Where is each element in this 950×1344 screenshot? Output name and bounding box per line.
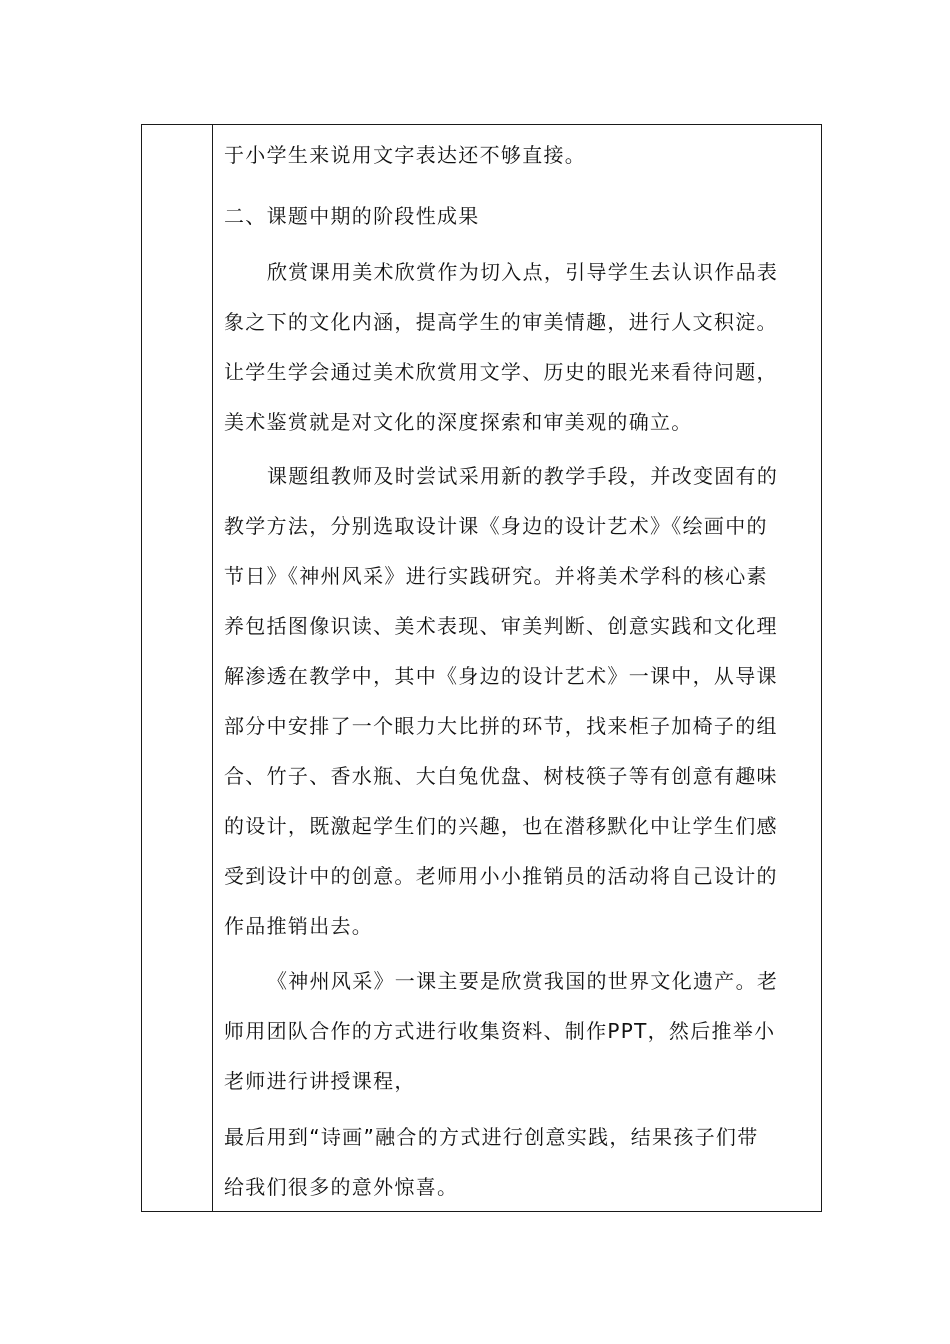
paragraph-line: 教学方法，分别选取设计课《身边的设计艺术》《绘画中的: [224, 514, 768, 538]
paragraph-line: 部分中安排了一个眼力大比拼的环节，找来柜子加椅子的组: [224, 714, 778, 738]
paragraph-line: 给我们很多的意外惊喜。: [224, 1175, 459, 1199]
document-table: [141, 124, 822, 1212]
paragraph-line: 师用团队合作的方式进行收集资料、制作PPT，然后推举小: [224, 1019, 776, 1043]
paragraph-line: 养包括图像识读、美术表现、审美判断、创意实践和文化理: [224, 614, 778, 638]
paragraph-line: 让学生学会通过美术欣赏用文学、历史的眼光来看待问题，: [224, 360, 778, 384]
paragraph-line: 最后用到“诗画”融合的方式进行创意实践，结果孩子们带: [224, 1125, 759, 1149]
paragraph-line: 节日》《神州风采》进行实践研究。并将美术学科的核心素: [224, 564, 768, 588]
paragraph-line: 象之下的文化内涵，提高学生的审美情趣，进行人文积淀。: [224, 310, 778, 334]
paragraph-line: 的设计，既激起学生们的兴趣，也在潜移默化中让学生们感: [224, 814, 778, 838]
column-divider: [212, 125, 213, 1211]
paragraph-line: 美术鉴赏就是对文化的深度探索和审美观的确立。: [224, 410, 693, 434]
paragraph-line: 课题组教师及时尝试采用新的教学手段，并改变固有的: [267, 464, 779, 488]
paragraph-line: 受到设计中的创意。老师用小小推销员的活动将自己设计的: [224, 864, 778, 888]
paragraph-line: 《神州风采》一课主要是欣赏我国的世界文化遗产。老: [267, 969, 779, 993]
text-line: 于小学生来说用文字表达还不够直接。: [224, 143, 587, 167]
paragraph-line: 解渗透在教学中，其中《身边的设计艺术》一课中，从导课: [224, 664, 778, 688]
paragraph-line: 老师进行讲授课程，: [224, 1069, 416, 1093]
paragraph-line: 作品推销出去。: [224, 914, 374, 938]
paragraph-line: 欣赏课用美术欣赏作为切入点，引导学生去认识作品表: [267, 260, 779, 284]
section-heading: 二、课题中期的阶段性成果: [224, 204, 480, 228]
paragraph-line: 合、竹子、香水瓶、大白兔优盘、树枝筷子等有创意有趣味: [224, 764, 778, 788]
